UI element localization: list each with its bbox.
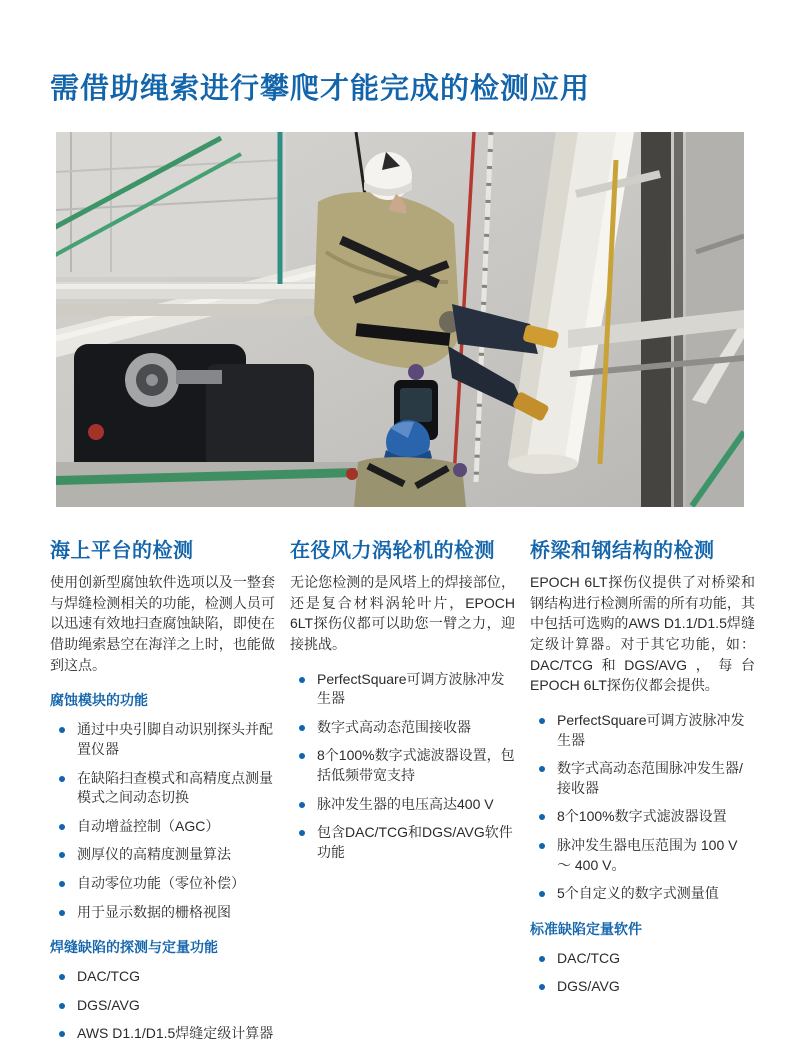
inspection-column-1 [50,534,275,1053]
bullet-item: 5个自定义的数字式测量值 [530,884,755,904]
bullet-list [530,711,755,904]
page-title: 需借助绳索进行攀爬才能完成的检测应用 [50,73,591,105]
feature-columns [50,534,753,1053]
column-paragraph: EPOCH 6LT探伤仪提供了对桥梁和钢结构进行检测所需的所有功能，其中包括可选购的AWS D1.1/D1.5焊缝定级计算器。对于其它功能，如：DAC/TCG和DGS/AVG，每台EPOCH 6LT探伤仪都会提供。 [530,573,755,694]
bullet-item: DAC/TCG [530,949,755,969]
bullet-item: 8个100%数字式滤波器设置 [530,807,755,827]
rope-access-photo-illustration [56,132,744,507]
bullet-item: 脉冲发生器的电压高达400 V [290,795,515,815]
sub-heading: 腐蚀模块的功能 [50,692,148,709]
bullet-item: 自动零位功能（零位补偿） [50,874,275,894]
bullet-item: 在缺陷扫查模式和高精度点测量模式之间动态切换 [50,769,275,808]
bullet-item: 脉冲发生器电压范围为 100 V ～ 400 V。 [530,836,755,875]
bullet-item: 数字式高动态范围脉冲发生器/接收器 [530,759,755,798]
sub-heading: 标准缺陷定量软件 [530,920,642,937]
sub-heading: 焊缝缺陷的探测与定量功能 [50,939,218,956]
bullet-item: 用于显示数据的栅格视图 [50,903,275,923]
bullet-item: PerfectSquare可调方波脉冲发生器 [530,711,755,750]
bullet-item: 通过中央引脚自动识别探头并配置仪器 [50,720,275,759]
bullet-item: AWS D1.1/D1.5焊缝定级计算器 [50,1024,275,1044]
column-heading: 海上平台的检测 [50,539,194,562]
column-paragraph: 使用创新型腐蚀软件选项以及一整套与焊缝检测相关的功能，检测人员可以迅速有效地扫查腐蚀缺陷，即使在借助绳索悬空在海洋之上时，也能做到这点。 [50,573,275,673]
bullet-item: DAC/TCG [50,967,275,987]
inspection-column-3 [530,534,755,1053]
bullet-item: DGS/AVG [50,996,275,1016]
bullet-list [50,967,275,1044]
column-paragraph: 无论您检测的是风塔上的焊接部位，还是复合材料涡轮叶片，EPOCH 6LT探伤仪都可以助您一臂之力，迎接挑战。 [290,573,515,652]
bullet-list [530,949,755,997]
bullet-item: PerfectSquare可调方波脉冲发生器 [290,670,515,709]
inspection-column-2 [290,534,515,1053]
bullet-list [290,670,515,863]
bullet-list [50,720,275,922]
bullet-item: 8个100%数字式滤波器设置，包括低频带宽支持 [290,746,515,785]
bullet-item: 数字式高动态范围接收器 [290,718,515,738]
bullet-item: 自动增益控制（AGC） [50,817,275,837]
column-heading: 在役风力涡轮机的检测 [290,539,495,562]
bullet-item: 测厚仪的高精度测量算法 [50,845,275,865]
bullet-item: 包含DAC/TCG和DGS/AVG软件功能 [290,823,515,862]
column-heading: 桥梁和钢结构的检测 [530,539,715,562]
bullet-item: DGS/AVG [530,977,755,997]
hero-photo [56,132,744,507]
